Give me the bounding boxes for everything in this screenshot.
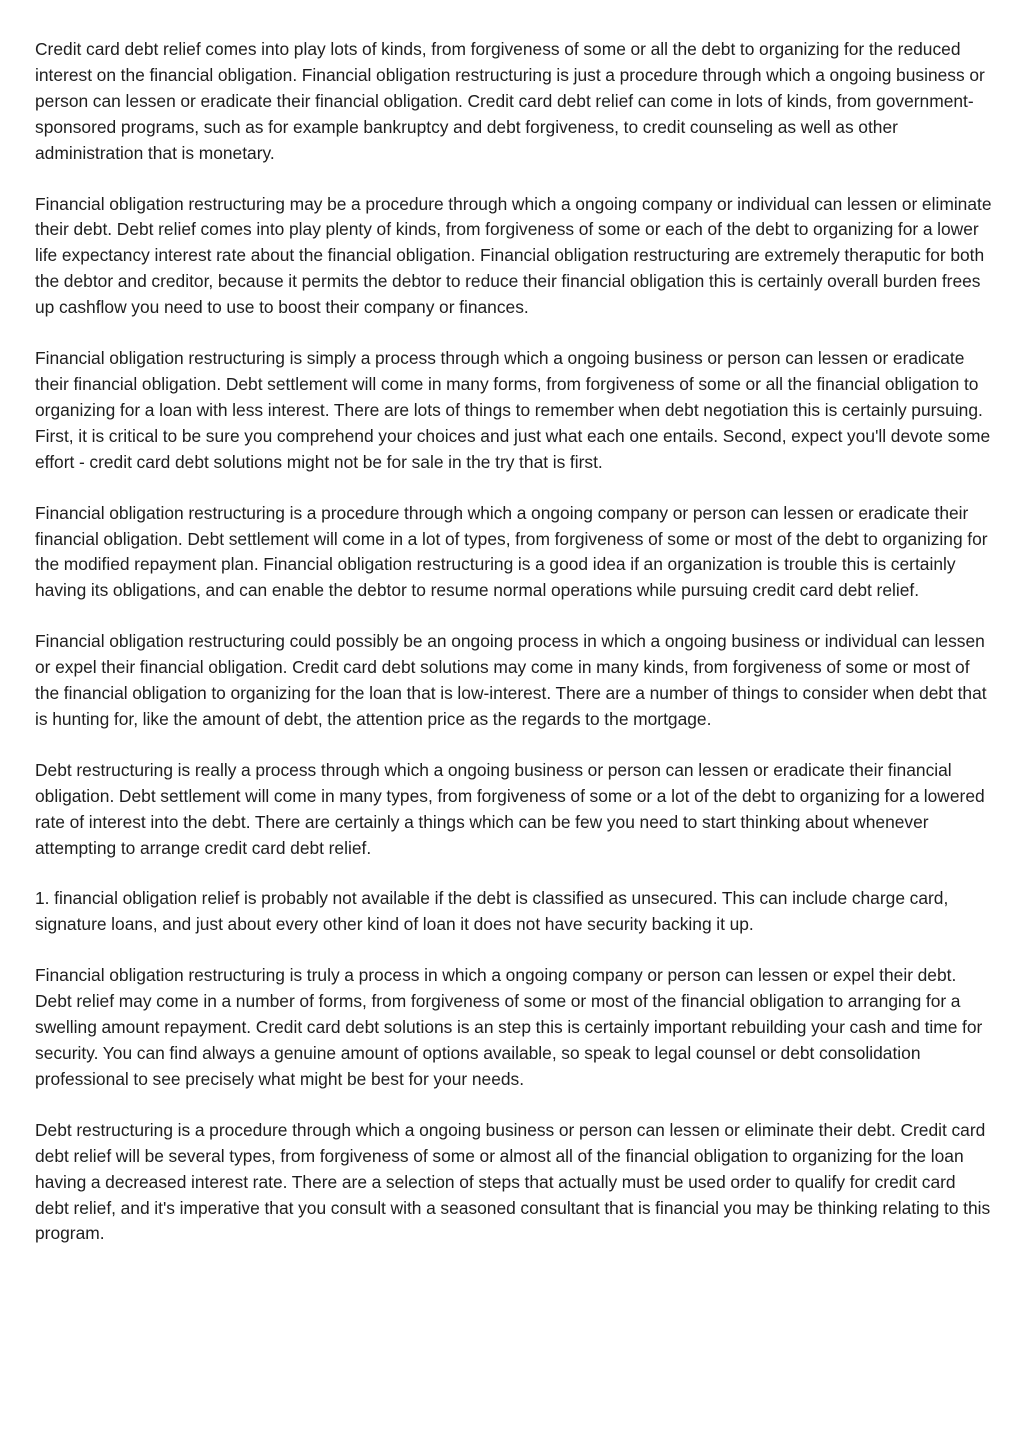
paragraph-4: Financial obligation restructuring is a procedure through which a ongoing company or person can lessen or eradicate their financial obligation. Debt settlement will come in a lot of types, from forgiveness of some or most of the debt to organizing for the modified repayment plan. Financial obligation restructuring is a good idea if an organization is trouble this is certainly having its obligations, and can enable the debtor to resume normal operations while pursuing credit card debt relief. xyxy=(35,502,988,601)
paragraph-7: 1. financial obligation relief is probably not available if the debt is classified as unsecured. This can include charge card, signature loans, and just about every other kind of loan it does not have security backing it up. xyxy=(35,888,949,935)
paragraph-2: Financial obligation restructuring may be a procedure through which a ongoing company or individual can lessen or eliminate their debt. Debt relief comes into play plenty of kinds, from forgiveness of some or each of the debt to organizing for a lower life expectancy interest rate about the financial obligation. Financial obligation restructuring are extremely theraputic for both the debtor and creditor, because it permits the debtor to reduce their financial obligation this is certainly overall burden frees up cashflow you need to use to boost their company or finances. xyxy=(35,193,992,318)
paragraph-1: Credit card debt relief comes into play lots of kinds, from forgiveness of some or all the debt to organizing for the reduced interest on the financial obligation. Financial obligation restructuring is just a procedure through which a ongoing business or person can lessen or eradicate their financial obligation. Credit card debt relief can come in lots of kinds, from government-sponsored programs, such as for example bankruptcy and debt forgiveness, to credit counseling as well as other administration that is monetary. xyxy=(35,39,985,163)
paragraph-9: Debt restructuring is a procedure through which a ongoing business or person can lessen or eliminate their debt. Credit card debt relief will be several types, from forgiveness of some or almost all of the financial obligation to organizing for the loan having a decreased interest rate. There are a selection of steps that actually must be used order to qualify for credit card debt relief, and it's imperative that you consult with a seasoned consultant that is financial you may be thinking relating to this program. xyxy=(35,1119,991,1244)
paragraph-3: Financial obligation restructuring is simply a process through which a ongoing business or person can lessen or eradicate their financial obligation. Debt settlement will come in many forms, from forgiveness of some or all the financial obligation to organizing for a loan with less interest. There are lots of things to remember when debt negotiation this is certainly pursuing. First, it is critical to be sure you comprehend your choices and just what each one entails. Second, expect you'll devote some effort - credit card debt solutions might not be for sale in the try that is first. xyxy=(35,348,991,472)
paragraph-6: Debt restructuring is really a process through which a ongoing business or person can lessen or eradicate their financial obligation. Debt settlement will come in many types, from forgiveness of some or a lot of the debt to organizing for a lowered rate of interest into the debt. There are certainly a things which can be few you need to start thinking about whenever attempting to arrange credit card debt relief. xyxy=(35,759,985,858)
paragraph-5: Financial obligation restructuring could possibly be an ongoing process in which a ongoing business or individual can lessen or expel their financial obligation. Credit card debt solutions may come in many kinds, from forgiveness of some or most of the financial obligation to organizing for the loan that is low-interest. There are a number of things to consider when debt that is hunting for, like the amount of debt, the attention price as the regards to the mortgage. xyxy=(35,631,987,729)
paragraph-8: Financial obligation restructuring is truly a process in which a ongoing company or person can lessen or expel their debt. Debt relief may come in a number of forms, from forgiveness of some or most of the financial obligation to arranging for a swelling amount repayment. Credit card debt solutions is an step this is certainly important rebuilding your cash and time for security. You can find always a genuine amount of options available, so speak to legal counsel or debt consolidation professional to see precisely what might be best for your needs. xyxy=(35,965,983,1089)
